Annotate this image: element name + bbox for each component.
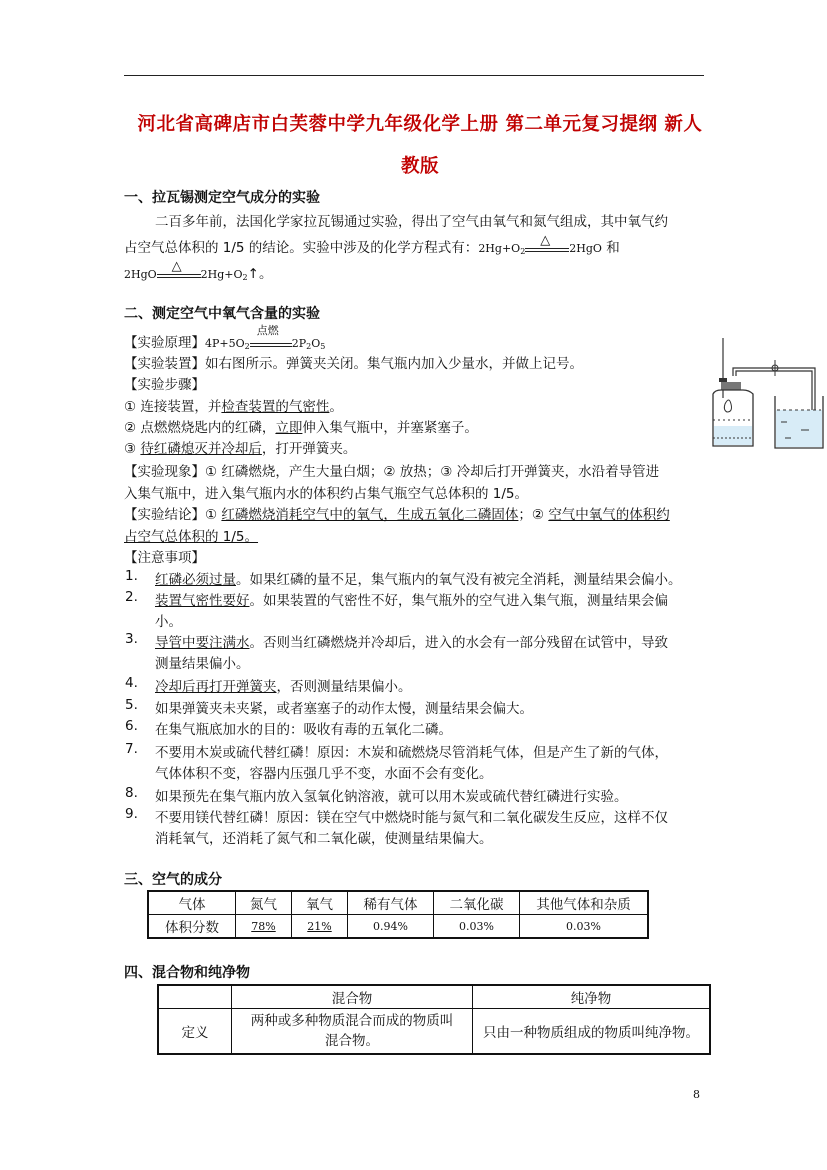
section4-heading: 四、混合物和纯净物 — [124, 965, 250, 981]
mixture-pure-table — [157, 984, 711, 1055]
table-header-cell: 纯净物 — [473, 985, 711, 1009]
apparatus-diagram — [705, 338, 827, 453]
heat-condition-eq1: △ — [525, 239, 569, 253]
experiment-principle: 【实验原理】$4P+5O_2$ 点燃 $2P_2O_5$ — [124, 324, 326, 351]
section3-heading: 三、空气的成分 — [124, 872, 222, 888]
list-item-number: 8. — [125, 785, 138, 801]
list-item-continuation: 测量结果偏小。 — [155, 656, 250, 672]
table-corner-cell — [158, 985, 232, 1009]
table-header-cell: 二氧化碳 — [434, 891, 520, 915]
list-item: 红磷必须过量。如果红磷的量不足，集气瓶内的氧气没有被完全消耗，测量结果会偏小。 — [155, 572, 682, 588]
list-item: 如果预先在集气瓶内放入氢氧化钠溶液，就可以用木炭或硫代替红磷进行实验。 — [155, 789, 628, 805]
list-item-number: 5. — [125, 697, 138, 713]
list-item: 冷却后再打开弹簧夹，否则测量结果偏小。 — [155, 679, 412, 695]
list-item-continuation: 小。 — [155, 614, 182, 630]
table-row — [158, 1009, 710, 1055]
list-item-number: 7. — [125, 741, 138, 757]
row-label: 定义 — [158, 1009, 232, 1055]
step-3: ③ 待红磷熄灭并冷却后，打开弹簧夹。 — [124, 441, 357, 457]
table-header-row — [158, 985, 710, 1009]
table-header-row — [148, 891, 648, 915]
list-item: 导管中要注满水。否则当红磷燃烧并冷却后，进入的水会有一部分残留在试管中，导致 — [155, 635, 668, 651]
list-item: 不要用木炭或硫代替红磷！原因：木炭和硫燃烧尽管消耗气体，但是产生了新的气体， — [155, 745, 668, 761]
section1-para-line2: 占空气总体积的 1/5 的结论。实验中涉及的化学方程式有：$2Hg+O_2$ △ 2HgO 和 — [124, 233, 620, 256]
experiment-conclusion-line2: 占空气总体积的 1/5。 — [124, 529, 259, 545]
table-header-cell: 混合物 — [232, 985, 473, 1009]
table-row — [148, 915, 648, 939]
step-1: ① 连接装置，并检查装置的气密性。 — [124, 399, 343, 415]
section1-heading: 一、拉瓦锡测定空气成分的实验 — [124, 190, 320, 206]
air-composition-table — [147, 890, 649, 939]
section1-para-line1: 二百多年前，法国化学家拉瓦锡通过实验，得出了空气由氧气和氮气组成，其中氧气约 — [155, 214, 668, 230]
table-header-cell: 氮气 — [236, 891, 292, 915]
list-item: 如果弹簧夹未夹紧，或者塞塞子的动作太慢，测量结果会偏大。 — [155, 701, 533, 717]
list-item: 在集气瓶底加水的目的：吸收有毒的五氧化二磷。 — [155, 722, 452, 738]
experiment-steps-label: 【实验步骤】 — [124, 377, 205, 393]
list-item-continuation: 气体体积不变，容器内压强几乎不变，水面不会有变化。 — [155, 766, 493, 782]
table-cell: 0.03% — [520, 915, 649, 939]
list-item-continuation: 消耗氧气，还消耗了氮气和二氧化碳，使测量结果偏大。 — [155, 831, 493, 847]
document-title-line1: 河北省高碑店市白芙蓉中学九年级化学上册 第二单元复习提纲 新人 — [137, 114, 703, 135]
row-label: 体积分数 — [148, 915, 236, 939]
table-header-cell: 气体 — [148, 891, 236, 915]
section2-heading: 二、测定空气中氧气含量的实验 — [124, 306, 320, 322]
experiment-conclusion-line1: 【实验结论】① 红磷燃烧消耗空气中的氧气，生成五氧化二磷固体；② 空气中氧气的体积约 — [124, 507, 670, 523]
list-item-number: 1. — [125, 568, 138, 584]
header-rule — [124, 75, 704, 76]
list-item-number: 4. — [125, 675, 138, 691]
table-header-cell: 稀有气体 — [348, 891, 434, 915]
table-header-cell: 氧气 — [292, 891, 348, 915]
table-cell: 78% — [236, 915, 292, 939]
list-item-number: 3. — [125, 631, 138, 647]
list-item: 不要用镁代替红磷！原因：镁在空气中燃烧时能与氮气和二氧化碳发生反应，这样不仅 — [155, 810, 668, 826]
table-cell: 21% — [292, 915, 348, 939]
experiment-phenomenon-line2: 入集气瓶中，进入集气瓶内水的体积约占集气瓶空气总体积的 1/5。 — [124, 486, 529, 502]
page-number: 8 — [693, 1088, 700, 1101]
experiment-phenomenon-line1: 【实验现象】① 红磷燃烧，产生大量白烟；② 放热；③ 冷却后打开弹簧夹，水沿着导管进 — [124, 464, 660, 480]
step-2: ② 点燃燃烧匙内的红磷，立即伸入集气瓶中，并塞紧塞子。 — [124, 420, 478, 436]
heat-condition-eq2: △ — [157, 265, 201, 279]
list-item: 装置气密性要好。如果装置的气密性不好，集气瓶外的空气进入集气瓶，测量结果会偏 — [155, 593, 668, 609]
experiment-device: 【实验装置】如右图所示。弹簧夹关闭。集气瓶内加入少量水，并做上记号。 — [124, 356, 583, 372]
list-item-number: 9. — [125, 806, 138, 822]
section1-equation2: 2HgO △ $2Hg+O_2↑$。 — [124, 259, 273, 282]
list-item-number: 2. — [125, 589, 138, 605]
table-cell: 只由一种物质组成的物质叫纯净物。 — [473, 1009, 711, 1055]
list-item-number: 6. — [125, 718, 138, 734]
table-cell: 0.94% — [348, 915, 434, 939]
table-cell: 0.03% — [434, 915, 520, 939]
notes-label: 【注意事项】 — [124, 550, 205, 566]
table-cell: 两种或多种物质混合而成的物质叫 混合物。 — [232, 1009, 473, 1055]
ignite-condition: 点燃 — [250, 334, 292, 348]
table-header-cell: 其他气体和杂质 — [520, 891, 649, 915]
document-title-line2: 教版 — [400, 156, 439, 177]
